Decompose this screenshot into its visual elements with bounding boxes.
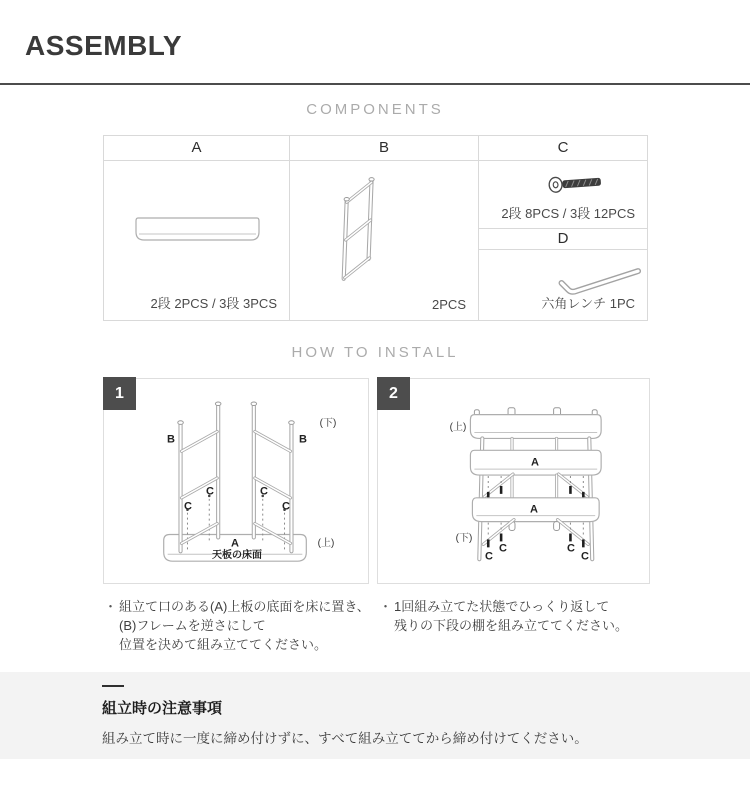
screw-label-c: C <box>206 485 214 498</box>
component-a-cell <box>104 161 289 320</box>
step-2-diagram <box>378 379 649 583</box>
component-c-header: C <box>479 136 647 161</box>
component-column-cd <box>478 136 647 320</box>
screw-label-c: C <box>282 500 290 513</box>
orientation-label-down: (下) <box>319 418 337 429</box>
screw-label-c: C <box>581 550 589 563</box>
bullet: ・ <box>379 599 393 614</box>
component-a-header: A <box>104 136 289 161</box>
component-b-header: B <box>290 136 478 161</box>
frame-label-b-right: B <box>299 433 307 446</box>
orientation-label-up: (上) <box>449 422 467 433</box>
shelf-label-a: A <box>531 456 539 469</box>
step-2-caption-line: 1回組み立てた状態でひっくり返して <box>394 599 610 614</box>
assembly-notes-section <box>0 672 750 759</box>
component-b-count: 2PCS <box>432 297 466 312</box>
component-d-cell <box>479 250 647 320</box>
install-step-2-panel <box>377 378 650 584</box>
orientation-label-down: (下) <box>455 533 473 544</box>
title-divider <box>0 83 750 85</box>
step-1-badge: 1 <box>103 377 136 410</box>
screw-label-c: C <box>499 542 507 555</box>
step-2-caption <box>379 597 649 635</box>
step-1-caption-line: 位置を決めて組み立ててください。 <box>119 637 328 652</box>
screw-label-c: C <box>260 485 268 498</box>
step-1-caption <box>104 597 372 654</box>
step-2-badge: 2 <box>377 377 410 410</box>
bullet: ・ <box>104 599 118 614</box>
shelf-label-a: A <box>530 503 538 516</box>
component-b-cell <box>290 161 478 320</box>
step-1-caption-line: 組立て口のある(A)上板の底面を床に置き、 <box>119 599 370 614</box>
screw-label-c: C <box>184 500 192 513</box>
board-label-a: A <box>231 537 239 550</box>
notes-dash-divider <box>102 685 124 687</box>
notes-heading: 組立時の注意事項 <box>102 700 223 717</box>
step-2-caption-line: 残りの下段の棚を組み立ててください。 <box>394 618 629 633</box>
screw-label-c: C <box>567 542 575 555</box>
component-column-b <box>289 136 478 320</box>
component-a-count: 2段 2PCS / 3段 3PCS <box>150 296 277 311</box>
install-step-1-panel <box>103 378 369 584</box>
screw-label-c: C <box>485 550 493 563</box>
component-column-a <box>104 136 289 320</box>
top-surface-label: 天板の床面 <box>212 550 262 561</box>
component-d-header: D <box>479 229 647 250</box>
orientation-label-up: (上) <box>317 538 335 549</box>
component-c-cell <box>479 161 647 229</box>
component-d-count: 六角レンチ 1PC <box>541 296 635 311</box>
component-c-count: 2段 8PCS / 3段 12PCS <box>501 206 635 221</box>
install-section-title: HOW TO INSTALL <box>291 344 459 361</box>
components-table <box>103 135 648 321</box>
page-title: ASSEMBLY <box>25 30 183 61</box>
frame-label-b-left: B <box>167 433 175 446</box>
components-section-title: COMPONENTS <box>306 101 444 118</box>
step-1-caption-line: (B)フレームを逆さにして <box>119 618 266 633</box>
notes-body: 組み立て時に一度に締め付けずに、すべて組み立ててから締め付けてください。 <box>102 731 588 746</box>
